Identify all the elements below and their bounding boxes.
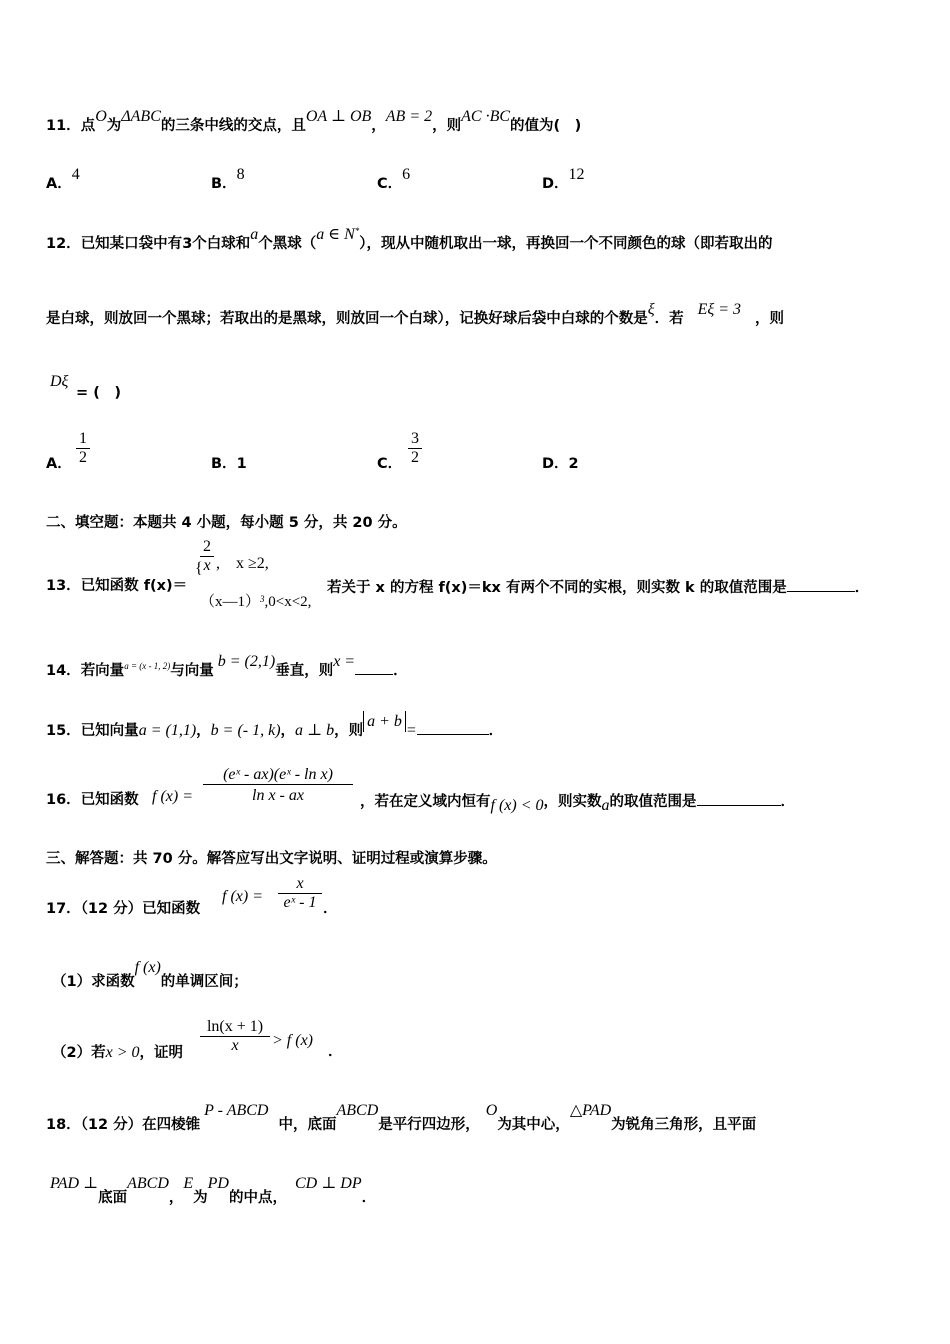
option-label: B． (211, 176, 237, 192)
question-18 (46, 1102, 757, 1133)
fraction-den: 2 (76, 448, 90, 467)
q11-number: 11． (46, 118, 81, 134)
q17-text: （12 分）已知函数 (80, 901, 201, 917)
option-label: D． (542, 176, 569, 192)
q13-text: ． (854, 580, 870, 596)
q11-option-c (377, 166, 411, 192)
section-title: 三、解答题：共 70 分。解答应写出文字说明、证明过程或演算步骤。 (46, 851, 497, 867)
fraction-num: 3 (411, 430, 419, 447)
q13-fraction (200, 538, 214, 575)
option-label: C． (377, 456, 403, 472)
q18-text: 为其中心， (497, 1117, 570, 1133)
q16-fx (152, 786, 193, 806)
q16-text: 的取值范围是 (609, 794, 697, 810)
q18-text: ． (361, 1190, 377, 1206)
q17-fx (222, 886, 263, 906)
q17-fx-label: f (x) = (222, 888, 263, 905)
q12-text: 3 (182, 236, 193, 252)
q17-text: （2）若 (52, 1045, 106, 1061)
q12-star: * (354, 226, 360, 236)
section-title: 二、填空题：本题共 4 小题，每小题 5 分，共 20 分。 (46, 515, 407, 531)
option-label: A． (46, 176, 72, 192)
q12-text: 是白球，则放回一个黑球；若取出的是黑球，则放回一个白球），记换好球后袋中白球的个数是 (46, 311, 648, 327)
option-value: 4 (71, 166, 80, 183)
q14-x: x = (333, 653, 356, 670)
q17-fraction (278, 875, 322, 912)
q18-number: 18． (46, 1117, 81, 1133)
q18-text: 是平行四边形， (378, 1117, 480, 1133)
q14-number: 14． (46, 663, 81, 679)
option-label: A． (46, 456, 72, 472)
q11-text: 为 (106, 118, 122, 134)
q11-perp: OA ⊥ OB (305, 108, 372, 125)
q12-text: = ( ) (76, 385, 121, 401)
fraction-den: eˣ - 1 (278, 893, 322, 912)
q11-text: 点 (80, 118, 96, 134)
q16-text: ，则实数 (543, 794, 602, 810)
option-label: D． (542, 456, 569, 472)
q14-text: 与向量 (170, 663, 214, 679)
q15-text: 已知向量 (80, 723, 139, 739)
q12-dxi: Dξ (50, 373, 69, 390)
q18-segment: PD (207, 1175, 229, 1192)
q12-option-d (542, 457, 579, 472)
q14-vector-b: b = (2,1) (217, 653, 276, 670)
q15-vector-b: b = (- 1, k) (210, 722, 281, 739)
q12-var-a: a (250, 226, 259, 243)
brace: { (195, 560, 203, 577)
q16-text: ，若在定义域内恒有 (360, 794, 491, 810)
q17-text: ． (323, 901, 338, 917)
q14-text: 垂直，则 (275, 663, 334, 679)
q15-perp: a ⊥ b (295, 722, 335, 739)
q11-option-d (542, 166, 585, 192)
q13-number: 13． (46, 578, 81, 594)
q11-text: 的三条中线的交点，且 (160, 118, 306, 134)
q11-ab: AB = 2 (385, 108, 433, 125)
q17-condition: x > 0 (105, 1044, 140, 1061)
q12-text: ），现从中随机取出一球，再换回一个不同颜色的球（即若取出的 (359, 236, 773, 252)
piece: （x—1） (200, 594, 261, 610)
q14-vector-a: a = (x - 1, 2) (124, 661, 171, 671)
fraction-num: ln(x + 1) (206, 1018, 264, 1035)
q12-paren (76, 386, 121, 401)
q15-text: ，则 (334, 723, 364, 739)
section-3-heading (46, 852, 497, 867)
q12-variance (50, 371, 68, 391)
q11-text: 的值为( ) (510, 118, 582, 134)
q18-triangle: △PAD (569, 1102, 612, 1119)
q17-part-2 (52, 1045, 183, 1061)
answer-blank[interactable] (787, 579, 855, 592)
q15-text: ， (196, 723, 211, 739)
q16-rest (360, 793, 795, 814)
q18-text: 的中点， (228, 1190, 287, 1206)
q12-text: 个黑球（ (258, 236, 317, 252)
q12-option-b (211, 457, 247, 472)
option-label: C． (377, 176, 403, 192)
condition: , x ≥2, (216, 555, 269, 572)
answer-blank[interactable] (417, 722, 489, 735)
q17-part-2-rhs (272, 1030, 313, 1050)
question-16 (46, 793, 139, 808)
q12-option-a (46, 457, 72, 472)
q12-text: 个白球和 (192, 236, 251, 252)
question-13 (46, 579, 187, 594)
q17-part-1 (52, 959, 248, 990)
q11-option-a (46, 166, 80, 192)
q11-option-b (211, 166, 245, 192)
q14-text: 若向量 (80, 663, 125, 679)
q16-text: ． (780, 794, 795, 810)
option-value: 6 (402, 166, 411, 183)
q18-text: 为 (193, 1190, 208, 1206)
q16-fx-label: f (x) = (152, 788, 193, 805)
fraction-den: 2 (408, 448, 422, 467)
option-label: B． (211, 456, 237, 472)
q18-pyramid: P - ABCD (204, 1102, 269, 1119)
question-14 (46, 653, 408, 679)
section-2-heading (46, 516, 407, 531)
q15-abs: a + b (363, 711, 406, 732)
q11-triangle: ΔABC (121, 108, 161, 125)
fraction-den: ln x - ax (203, 784, 353, 805)
q18-text: 底面 (98, 1190, 128, 1206)
q12-condition: a ∈ N (316, 226, 355, 243)
option-value: 8 (236, 166, 245, 183)
q18-text: ， (168, 1190, 184, 1206)
q18-plane: PAD ⊥ (50, 1175, 99, 1192)
fraction-num: 1 (79, 430, 87, 447)
q12-text: 已知某口袋中有 (80, 236, 183, 252)
q16-number: 16． (46, 792, 81, 808)
fraction-den: x (200, 1036, 270, 1055)
q11-point-o: O (95, 108, 107, 125)
q16-text: 已知函数 (80, 792, 139, 808)
q13-text: 若关于 x 的方程 f(x)＝kx 有两个不同的实根，则实数 k 的取值范围是 (327, 580, 787, 596)
option-value: 12 (568, 166, 585, 183)
q12-option-c (377, 457, 402, 472)
q18-text: （12 分）在四棱锥 (80, 1117, 201, 1133)
q17-part-2-fraction (200, 1018, 270, 1055)
q12-text: ，则 (755, 311, 785, 327)
q15-text: ． (488, 723, 504, 739)
question-12 (46, 226, 773, 252)
q18-text: 中，底面 (278, 1117, 337, 1133)
q11-text: ，则 (432, 118, 462, 134)
option-value: 2 (568, 456, 579, 472)
q17-text: ． (328, 1044, 343, 1060)
question-11 (46, 108, 582, 134)
q17-text: 的单调区间； (160, 974, 248, 990)
q15-vector-a: a = (1,1) (138, 722, 197, 739)
q16-fraction (203, 766, 353, 805)
q11-text: ， (371, 118, 386, 134)
option-value: 1 (236, 456, 247, 472)
q17-text: （1）求函数 (52, 974, 135, 990)
question-17 (46, 902, 200, 917)
answer-blank[interactable] (697, 793, 781, 806)
q16-inequality: f (x) < 0 (490, 797, 544, 814)
fraction-num: x (296, 875, 304, 892)
question-15 (46, 713, 504, 739)
q12-expectation: Eξ = 3 (697, 301, 742, 318)
answer-blank[interactable] (355, 662, 393, 675)
q12-option-c-fraction (408, 430, 422, 467)
q17-inequality: > f (x) (272, 1032, 313, 1049)
q13-cond1 (216, 550, 269, 573)
q18-text: 为锐角三角形，且平面 (611, 1117, 757, 1133)
q17-end (323, 902, 338, 917)
fraction-num: 2 (203, 538, 211, 555)
q18-perp: CD ⊥ DP (294, 1175, 362, 1192)
q17-text: ，证明 (139, 1045, 183, 1061)
q12-option-a-fraction (76, 430, 90, 467)
q15-text: ， (280, 723, 296, 739)
question-12-line2 (46, 301, 785, 327)
q18-base: ABCD (336, 1102, 379, 1119)
q11-dot-product: AC ·BC (461, 108, 511, 125)
exponent: 3 (260, 594, 265, 604)
question-18-line2 (50, 1175, 377, 1206)
q15-eq: = (405, 722, 417, 739)
q18-point-e: E (183, 1175, 194, 1192)
q15-number: 15． (46, 723, 81, 739)
q17-part-2-end (328, 1045, 343, 1060)
q18-base: ABCD (127, 1175, 169, 1192)
q12-number: 12． (46, 236, 81, 252)
q13-text: 已知函数 f(x)＝ (80, 578, 188, 594)
q12-text: ．若 (654, 311, 684, 327)
fraction-num: (eˣ - ax)(eˣ - ln x) (223, 766, 333, 783)
q13-piece2 (200, 590, 311, 611)
q18-center: O (485, 1102, 498, 1119)
q17-fx: f (x) (134, 959, 161, 976)
fraction-den: x (200, 556, 214, 575)
q12-xi: ξ (647, 301, 655, 318)
q14-text: ． (393, 663, 408, 679)
condition: ,0<x<2, (264, 594, 312, 610)
q13-rest (327, 579, 869, 596)
q16-var-a: a (601, 797, 610, 814)
q17-number: 17． (46, 901, 81, 917)
